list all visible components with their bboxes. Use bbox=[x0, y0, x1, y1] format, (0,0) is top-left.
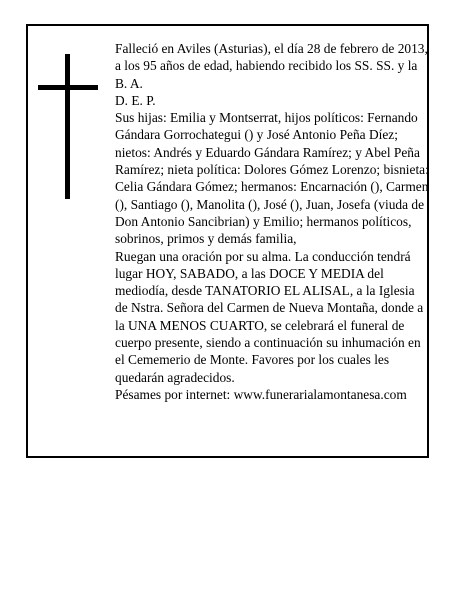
cross-horizontal-bar bbox=[38, 85, 98, 90]
cross-icon bbox=[38, 54, 98, 199]
death-statement: Falleció en Aviles (Asturias), el día 28 de febrero de 2013, a los 95 años de edad, habiendo recibido los SS. SS. y la B. A. bbox=[115, 41, 428, 91]
rip-line: D. E. P. bbox=[115, 92, 156, 108]
condolences-line: Pésames por internet: www.funerarialamontanesa.com bbox=[115, 386, 407, 402]
family-list: Sus hijas: Emilia y Montserrat, hijos políticos: Fernando Gándara Gorrochategui () y José Antonio Peña Díez; nietos: Andrés y Eduardo Gándara Ramírez; y Abel Peña Ramírez; nieta política: Dolores Gómez Lorenzo; bisnieta: Celia Gándara Gómez; hermanos: Encarnación (), Carmen (), Santiago (), Manolita (), José (), Juan, Josefa (viuda de Don Antonio Sancibrian) y Emilio; hermanos políticos, sobrinos, primos y demás familia, bbox=[115, 110, 429, 247]
funeral-details: Ruegan una oración por su alma. La conducción tendrá lugar HOY, SABADO, a las DOCE Y MEDIA del mediodía, desde TANATORIO EL ALISAL, a la Iglesia de Nstra. Señora del Carmen de Nueva Montaña, donde a la UNA MENOS CUARTO, se celebrará el funeral de cuerpo presente, siendo a continuación su inhumación en el Cememerio de Monte. Favores por los cuales les quedarán agradecidos. bbox=[115, 248, 424, 385]
cross-vertical-bar bbox=[65, 54, 70, 199]
obituary-notice bbox=[26, 24, 429, 458]
obituary-text bbox=[115, 40, 429, 403]
